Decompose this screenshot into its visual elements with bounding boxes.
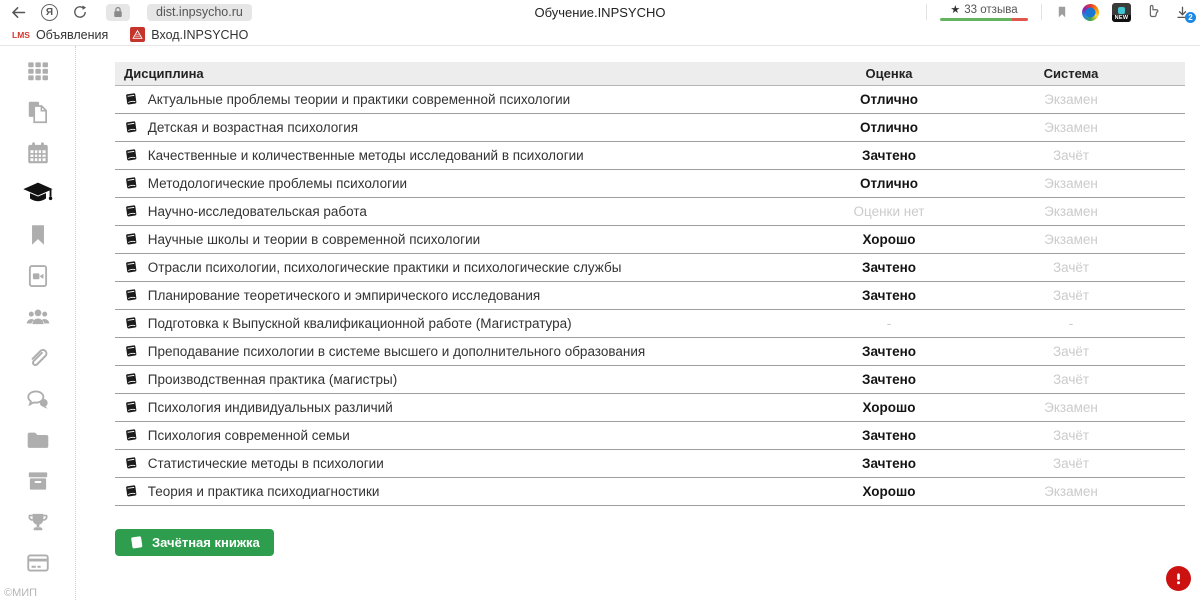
video-file-icon [25,263,51,289]
grid-icon [25,58,51,84]
table-row[interactable] [115,450,1185,478]
grade-value: Отлично [821,170,957,198]
table-row[interactable] [115,254,1185,282]
calendar-icon [25,140,51,166]
bookmark-icon [25,222,51,248]
book-icon [129,535,144,550]
color-circle-extension-icon [1082,4,1099,21]
folder-icon [25,427,51,453]
discipline-cell[interactable] [115,478,821,506]
table-row[interactable] [115,338,1185,366]
reviews-count-label: 33 отзыва [964,3,1018,16]
grade-value: - [821,310,957,338]
documents-icon [25,99,51,125]
grade-value: Зачтено [821,450,957,478]
book-icon [124,204,138,218]
mip-favicon [130,27,145,42]
chat-icon [25,386,51,412]
grade-value: Зачтено [821,254,957,282]
discipline-label: Теория и практика психодиагностики [147,484,380,499]
bookmark-label: Объявления [35,27,109,42]
grade-value: Зачтено [821,338,957,366]
discipline-cell[interactable] [115,338,821,366]
refresh-icon [72,4,88,20]
book-icon [124,428,138,442]
extension-color-button[interactable] [1082,4,1099,21]
book-icon [124,484,138,498]
system-value: Зачёт [957,366,1185,394]
discipline-cell[interactable] [115,114,821,142]
bookmark-inpsycho-login[interactable] [130,27,248,42]
grades-table [115,62,1185,506]
book-icon [124,92,138,106]
column-header-system: Система [957,62,1185,86]
discipline-cell[interactable] [115,226,821,254]
discipline-cell[interactable] [115,422,821,450]
toolbar-divider [926,4,927,20]
table-row[interactable] [115,310,1185,338]
bookmark-flag-icon [1055,4,1069,20]
table-row[interactable] [115,86,1185,114]
discipline-cell[interactable] [115,142,821,170]
table-row[interactable] [115,226,1185,254]
table-row[interactable] [115,366,1185,394]
sidebar-item-paperclip[interactable] [22,345,54,371]
column-header-discipline: Дисциплина [115,62,821,86]
page-title: Обучение.INPSYCHO [534,4,666,20]
lms-favicon: LMS [12,29,30,40]
lock-icon [113,6,123,18]
discipline-label: Производственная практика (магистры) [147,372,398,387]
sidebar-item-chat[interactable] [22,386,54,412]
lms-sidebar [0,46,76,600]
sidebar-item-archive[interactable] [22,468,54,494]
discipline-label: Психология индивидуальных различий [147,400,393,415]
book-icon [124,176,138,190]
collections-button[interactable] [1144,3,1162,21]
system-value: Зачёт [957,142,1185,170]
address-bar[interactable]: dist.inpsycho.ru [147,4,252,21]
copyright-label: ©МИП [4,587,38,599]
bookmark-label: Вход.INPSYCHO [151,27,249,42]
yandex-logo-icon: Я [41,4,58,21]
discipline-label: Подготовка к Выпускной квалификационной работе (Магистратура) [147,316,572,331]
book-icon [124,316,138,330]
sidebar-item-card[interactable] [22,550,54,576]
hand-collections-icon [1144,3,1162,21]
archive-icon [25,468,51,494]
discipline-label: Актуальные проблемы теории и практики современной психологии [147,92,571,107]
discipline-cell[interactable] [115,198,821,226]
discipline-cell[interactable] [115,254,821,282]
system-value: Экзамен [957,394,1185,422]
book-icon [124,344,138,358]
site-security-badge[interactable] [106,4,130,21]
discipline-cell[interactable] [115,282,821,310]
refresh-button[interactable] [72,4,88,20]
system-value: Зачёт [957,282,1185,310]
sidebar-item-documents[interactable] [22,99,54,125]
system-value: Зачёт [957,422,1185,450]
grade-value: Зачтено [821,282,957,310]
discipline-label: Отрасли психологии, психологические практики и психологические службы [147,260,622,275]
discipline-label: Преподавание психологии в системе высшего и дополнительного образования [147,344,646,359]
browser-toolbar [0,0,1200,24]
discipline-label: Статистические методы в психологии [147,456,384,471]
discipline-cell[interactable] [115,86,821,114]
discipline-label: Психология современной семьи [147,428,350,443]
table-row[interactable] [115,170,1185,198]
grade-table-body [115,86,1185,506]
system-value: Экзамен [957,86,1185,114]
book-icon [124,400,138,414]
system-value: Экзамен [957,478,1185,506]
bookmark-page-button[interactable] [1055,4,1069,20]
alert-notification-button[interactable] [1166,566,1191,591]
sidebar-item-grid[interactable] [22,58,54,84]
discipline-label: Научные школы и теории в современной психологии [147,232,481,247]
discipline-cell[interactable] [115,310,821,338]
sidebar-item-users[interactable] [22,304,54,330]
sidebar-item-video-file[interactable] [22,263,54,289]
reviews-rating-bar [940,18,1028,21]
grade-value: Хорошо [821,226,957,254]
grade-value: Оценки нет [821,198,957,226]
discipline-cell[interactable] [115,170,821,198]
bookmark-lms-announcements[interactable] [12,28,108,42]
gradebook-button[interactable] [115,529,274,556]
table-row[interactable] [115,478,1185,506]
users-icon [25,304,51,330]
grade-value: Хорошо [821,394,957,422]
new-extension-icon: NEW [1112,3,1131,22]
table-row[interactable] [115,394,1185,422]
discipline-cell[interactable] [115,394,821,422]
system-value: Экзамен [957,114,1185,142]
grade-value: Хорошо [821,478,957,506]
book-icon [124,232,138,246]
back-arrow-icon [10,4,27,21]
system-value: Зачёт [957,338,1185,366]
discipline-cell[interactable] [115,450,821,478]
system-value: Экзамен [957,170,1185,198]
back-button[interactable] [10,4,27,21]
sidebar-item-trophy[interactable] [22,509,54,535]
table-row[interactable] [115,422,1185,450]
downloads-count-badge: 2 [1185,12,1196,23]
discipline-label: Качественные и количественные методы исследований в психологии [147,148,584,163]
discipline-label: Планирование теоретического и эмпирического исследования [147,288,541,303]
table-row[interactable] [115,282,1185,310]
sidebar-item-folder[interactable] [22,427,54,453]
toolbar-divider [1041,4,1042,20]
grade-value: Зачтено [821,422,957,450]
bookmarks-bar [0,24,1200,46]
gradebook-page [76,46,1200,600]
discipline-cell[interactable] [115,366,821,394]
book-icon [124,372,138,386]
exclamation-icon [1171,571,1186,586]
book-icon [124,148,138,162]
system-value: Зачёт [957,450,1185,478]
site-reviews-button[interactable] [940,3,1028,21]
grade-value: Отлично [821,114,957,142]
table-row[interactable] [115,198,1185,226]
sidebar-item-graduation-cap[interactable] [22,181,54,207]
card-icon [25,550,51,576]
sidebar-item-bookmark[interactable] [22,222,54,248]
book-icon [124,120,138,134]
table-row[interactable] [115,142,1185,170]
grade-value: Отлично [821,86,957,114]
star-icon: ★ [950,4,961,16]
grade-value: Зачтено [821,366,957,394]
grade-value: Зачтено [821,142,957,170]
discipline-label: Научно-исследовательская работа [147,204,367,219]
graduation-cap-icon [22,178,54,210]
column-header-grade: Оценка [821,62,957,86]
book-icon [124,288,138,302]
system-value: Экзамен [957,226,1185,254]
table-row[interactable] [115,114,1185,142]
extension-new-button[interactable] [1112,3,1131,22]
book-icon [124,260,138,274]
book-icon [124,456,138,470]
system-value: - [957,310,1185,338]
gradebook-button-label: Зачётная книжка [152,535,260,550]
system-value: Экзамен [957,198,1185,226]
system-value: Зачёт [957,254,1185,282]
paperclip-icon [25,345,51,371]
discipline-label: Детская и возрастная психология [147,120,359,135]
table-header-row [115,62,1185,86]
yandex-home-button[interactable] [41,4,58,21]
trophy-icon [25,509,51,535]
discipline-label: Методологические проблемы психологии [147,176,408,191]
sidebar-item-calendar[interactable] [22,140,54,166]
